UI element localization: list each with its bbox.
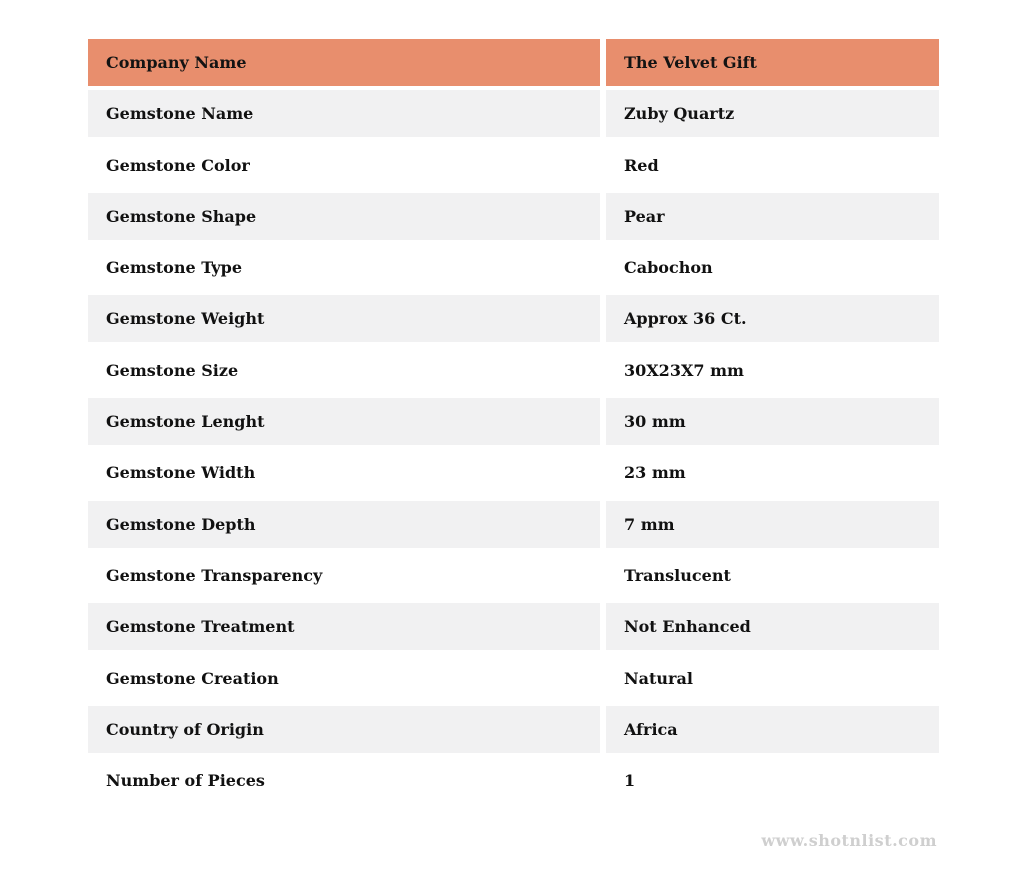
row-value-cell: 7 mm <box>606 501 939 548</box>
row-label-cell: Gemstone Depth <box>88 501 600 548</box>
table-row <box>88 449 939 496</box>
table-row <box>88 757 939 804</box>
row-value-cell: Zuby Quartz <box>606 90 939 137</box>
watermark: www.shotnlist.com <box>761 831 937 850</box>
row-value-cell: 1 <box>606 757 939 804</box>
row-value-cell: 23 mm <box>606 449 939 496</box>
row-label-cell: Gemstone Shape <box>88 193 600 240</box>
row-value-cell: 30X23X7 mm <box>606 347 939 394</box>
table-row <box>88 398 939 445</box>
row-label-cell: Gemstone Width <box>88 449 600 496</box>
row-value-cell: Cabochon <box>606 244 939 291</box>
row-label-cell: Gemstone Transparency <box>88 552 600 599</box>
row-value-cell: Translucent <box>606 552 939 599</box>
table-row <box>88 142 939 189</box>
table-row <box>88 552 939 599</box>
row-label-cell: Gemstone Size <box>88 347 600 394</box>
row-label-cell: Gemstone Lenght <box>88 398 600 445</box>
row-value-cell: Pear <box>606 193 939 240</box>
row-value-cell: Not Enhanced <box>606 603 939 650</box>
table-row <box>88 295 939 342</box>
row-label-cell: Country of Origin <box>88 706 600 753</box>
row-label-cell: Gemstone Color <box>88 142 600 189</box>
row-value-cell: 30 mm <box>606 398 939 445</box>
row-value-cell: Red <box>606 142 939 189</box>
table-row <box>88 347 939 394</box>
row-label-cell: Gemstone Creation <box>88 655 600 702</box>
spec-table <box>88 39 939 804</box>
header-label-cell: Company Name <box>88 39 600 86</box>
row-label-cell: Gemstone Name <box>88 90 600 137</box>
row-label-cell: Gemstone Weight <box>88 295 600 342</box>
table-header-row <box>88 39 939 86</box>
table-row <box>88 193 939 240</box>
table-row <box>88 603 939 650</box>
table-row <box>88 90 939 137</box>
table-row <box>88 655 939 702</box>
table-row <box>88 244 939 291</box>
row-value-cell: Natural <box>606 655 939 702</box>
row-label-cell: Gemstone Treatment <box>88 603 600 650</box>
header-value-cell: The Velvet Gift <box>606 39 939 86</box>
row-label-cell: Number of Pieces <box>88 757 600 804</box>
table-row <box>88 706 939 753</box>
row-value-cell: Africa <box>606 706 939 753</box>
table-row <box>88 501 939 548</box>
row-label-cell: Gemstone Type <box>88 244 600 291</box>
row-value-cell: Approx 36 Ct. <box>606 295 939 342</box>
